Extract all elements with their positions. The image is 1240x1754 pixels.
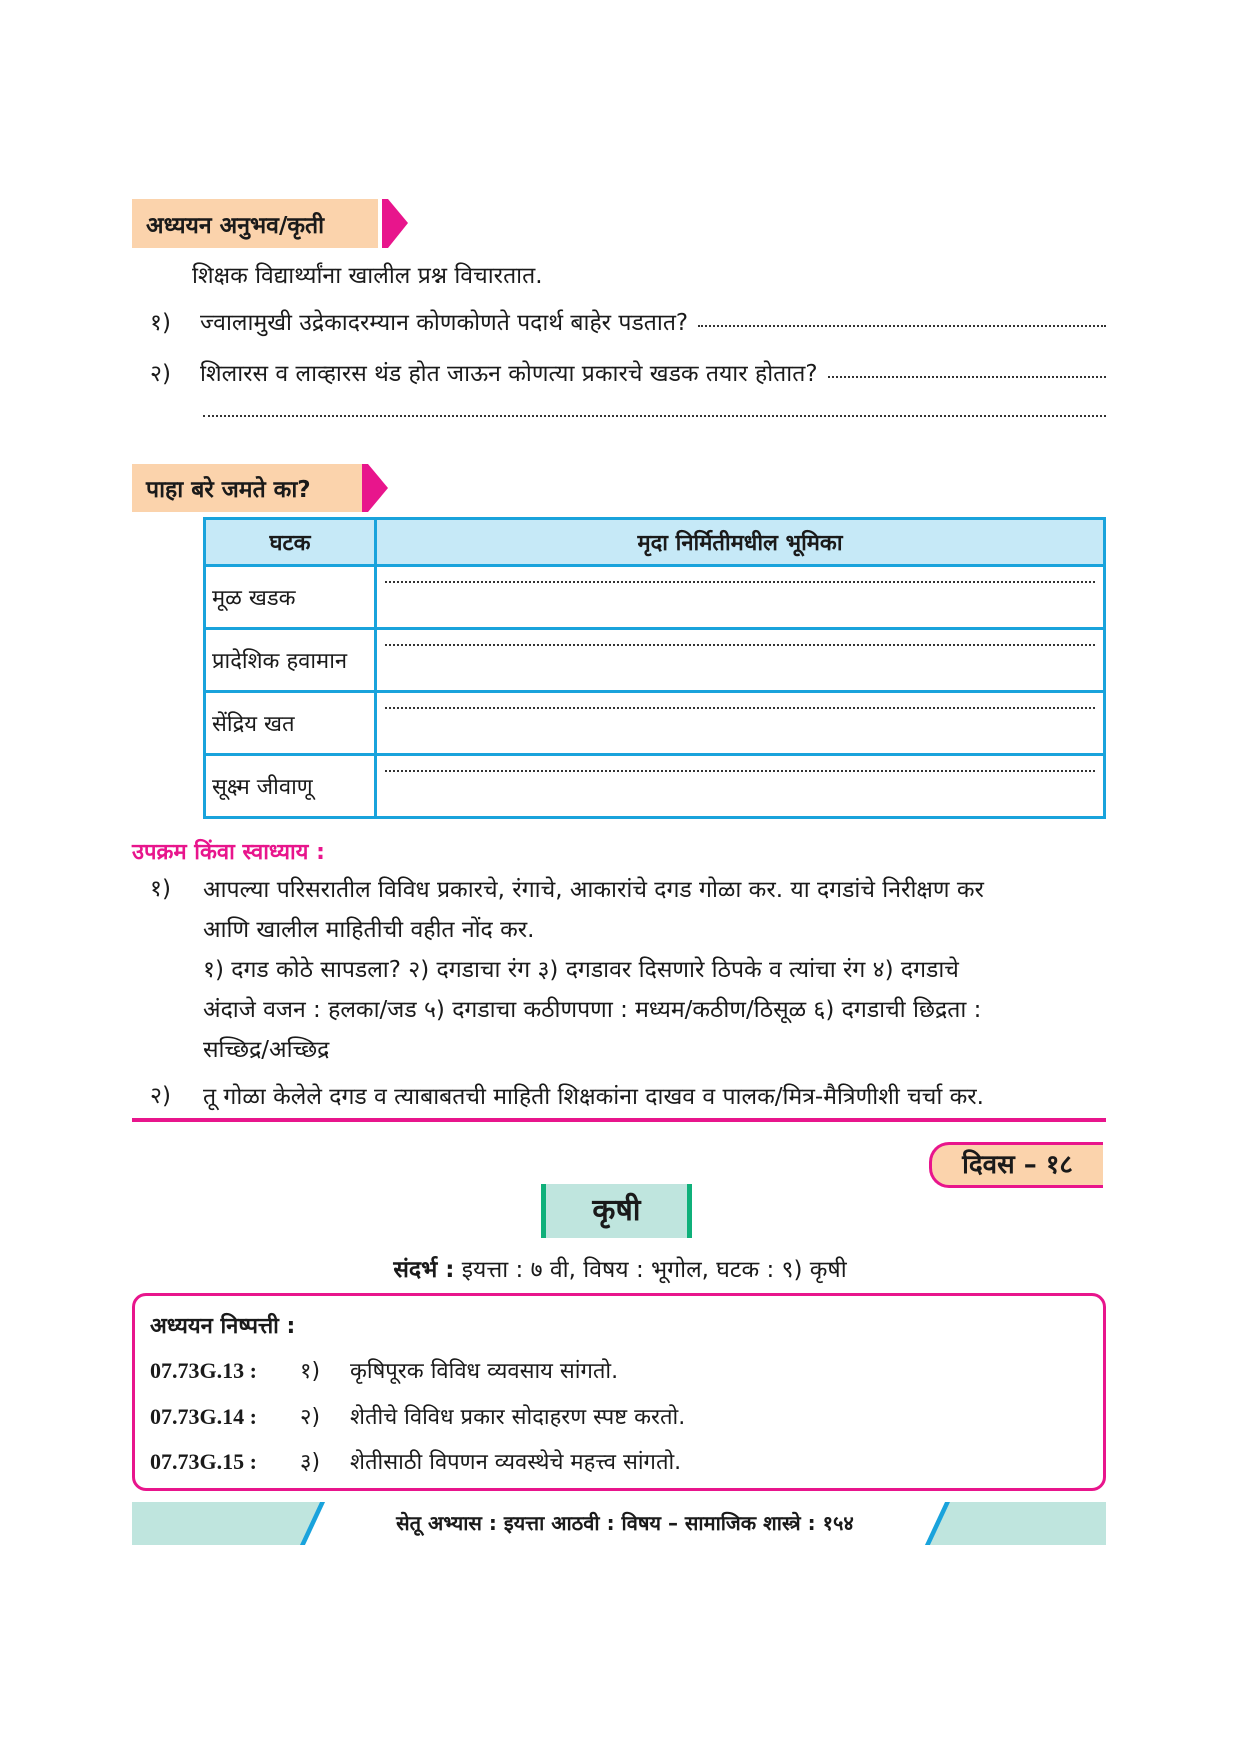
table-row	[205, 755, 1105, 818]
column-header: घटक	[205, 519, 376, 566]
soil-formation-table	[203, 517, 1106, 819]
answer-cell[interactable]	[376, 629, 1105, 692]
divider	[132, 1118, 1106, 1122]
reference-text: इयत्ता : ७ वी, विषय : भूगोल, घटक : ९) कृषी	[454, 1257, 847, 1283]
outcomes-heading: अध्ययन निष्पत्ती :	[150, 1314, 296, 1339]
factor-cell: सूक्ष्म जीवाणू	[205, 755, 376, 818]
question-2: २) शिलारस व लाव्हारस थंड होत जाऊन कोणत्या प्रकारचे खडक तयार होतात?	[150, 356, 1106, 388]
project-text: आपल्या परिसरातील विविध प्रकारचे, रंगाचे, आकारांचे दगड गोळा कर. या दगडांचे निरीक्षण कर	[203, 877, 984, 903]
chapter-title: कृषी	[541, 1184, 692, 1238]
answer-cell[interactable]	[376, 566, 1105, 629]
heading-arrow-icon	[388, 199, 408, 248]
project-text: १) दगड कोठे सापडला? २) दगडाचा रंग ३) दगडावर दिसणारे ठिपके व त्यांचा रंग ४) दगडाचे	[203, 957, 959, 983]
answer-cell[interactable]	[376, 755, 1105, 818]
factor-cell: प्रादेशिक हवामान	[205, 629, 376, 692]
question-1: १) ज्वालामुखी उद्रेकादरम्यान कोणकोणते पदार्थ बाहेर पडतात?	[150, 305, 1106, 337]
project-text: आणि खालील माहितीची वहीत नोंद कर.	[203, 917, 535, 943]
item-number: १)	[150, 876, 171, 902]
project-heading: उपक्रम किंवा स्वाध्याय :	[132, 840, 325, 865]
heading-arrow-icon	[368, 464, 388, 512]
column-header: मृदा निर्मितीमधील भूमिका	[376, 519, 1105, 566]
outcome-item: 07.73G.13 : १) कृषिपूरक विविध व्यवसाय सांगतो.	[150, 1358, 619, 1384]
try-heading: पाहा बरे जमते का?	[132, 464, 362, 512]
intro-text: शिक्षक विद्यार्थ्यांना खालील प्रश्न विचारतात.	[192, 263, 543, 289]
project-text: अंदाजे वजन : हलका/जड ५) दगडाचा कठीणपणा : मध्यम/कठीण/ठिसूळ ६) दगडाची छिद्रता :	[203, 997, 982, 1023]
project-text: तू गोळा केलेले दगड व त्याबाबतची माहिती शिक्षकांना दाखव व पालक/मित्र-मैत्रिणीशी चर्चा कर.	[203, 1084, 984, 1110]
table-header-row	[205, 519, 1105, 566]
answer-blank[interactable]	[698, 305, 1106, 327]
table-row	[205, 566, 1105, 629]
footer-text: सेतू अभ्यास : इयत्ता आठवी : विषय – सामाजिक शास्त्रे : १५४	[396, 1511, 854, 1535]
factor-cell: सेंद्रिय खत	[205, 692, 376, 755]
reference-label: संदर्भ :	[393, 1257, 455, 1283]
factor-cell: मूळ खडक	[205, 566, 376, 629]
answer-blank[interactable]	[203, 415, 1106, 417]
answer-cell[interactable]	[376, 692, 1105, 755]
table-row	[205, 629, 1105, 692]
activity-heading: अध्ययन अनुभव/कृती	[132, 199, 378, 248]
table-row	[205, 692, 1105, 755]
answer-blank[interactable]	[828, 356, 1106, 378]
item-number: २)	[150, 1083, 171, 1109]
project-text: सच्छिद्र/अच्छिद्र	[203, 1037, 330, 1063]
day-badge: दिवस – १८	[929, 1142, 1103, 1188]
reference-line	[0, 1252, 1240, 1284]
outcome-item: 07.73G.14 : २) शेतीचे विविध प्रकार सोदाहरण स्पष्ट करतो.	[150, 1404, 686, 1430]
outcome-item: 07.73G.15 : ३) शेतीसाठी विपणन व्यवस्थेचे महत्त्व सांगतो.	[150, 1449, 682, 1475]
